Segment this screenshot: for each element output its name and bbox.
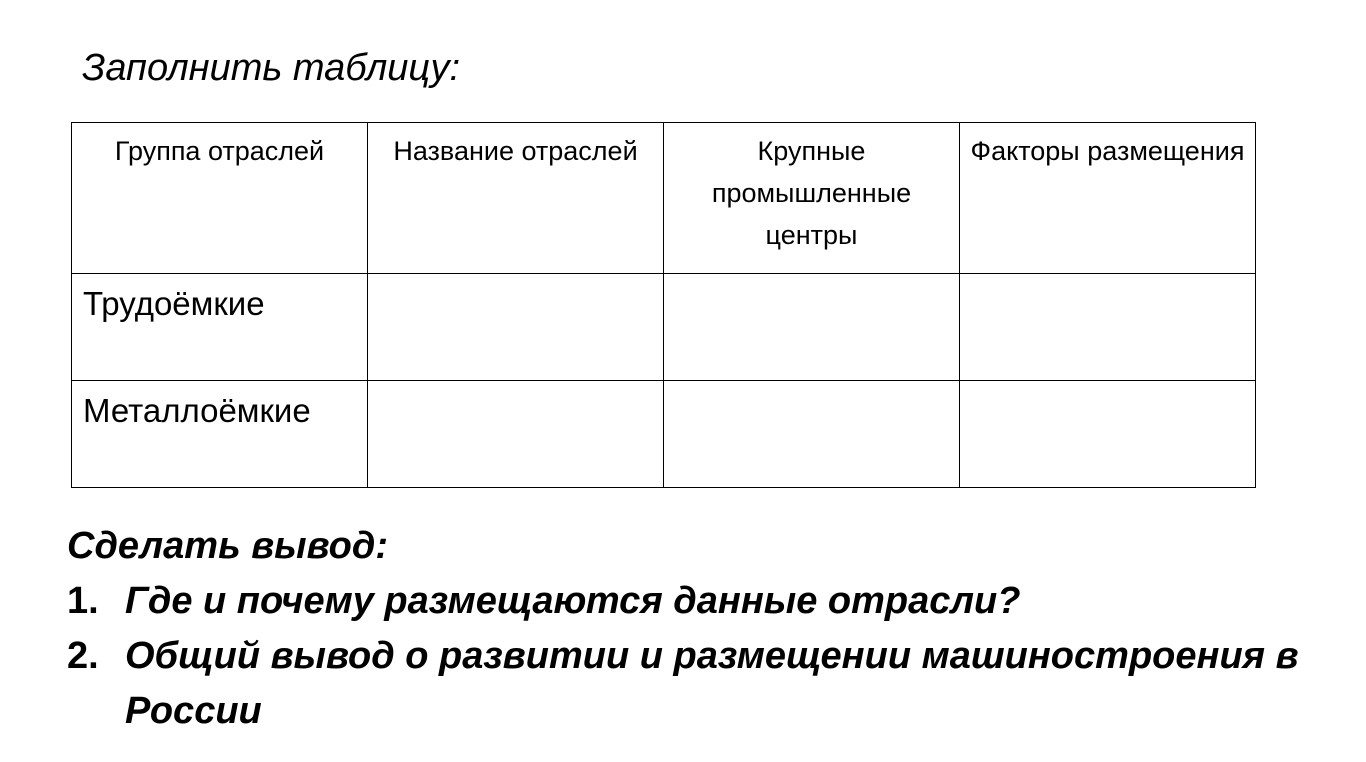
header-cell-industry-name: Название отраслей	[368, 123, 664, 274]
table-header-row	[72, 123, 1256, 274]
conclusion-heading: Сделать вывод:	[67, 525, 388, 567]
list-item-number: 1.	[67, 580, 99, 622]
empty-cell[interactable]	[960, 381, 1256, 488]
list-item-text: Где и почему размещаются данные отрасли?	[125, 580, 1021, 622]
conclusion-list	[67, 574, 1365, 739]
list-item	[67, 629, 1365, 739]
empty-cell[interactable]	[368, 274, 664, 381]
row-label-cell: Трудоёмкие	[72, 274, 368, 381]
table-row	[72, 381, 1256, 488]
fill-in-table	[71, 122, 1256, 488]
list-item	[67, 574, 1365, 629]
page-title: Заполнить таблицу:	[82, 47, 461, 89]
header-cell-location-factors: Факторы размещения	[960, 123, 1256, 274]
list-item-text: Общий вывод о развитии и размещении машиностроения в России	[125, 635, 1299, 732]
empty-cell[interactable]	[664, 381, 960, 488]
table-row	[72, 274, 1256, 381]
row-label-cell: Металлоёмкие	[72, 381, 368, 488]
empty-cell[interactable]	[664, 274, 960, 381]
empty-cell[interactable]	[368, 381, 664, 488]
header-cell-industrial-centers: Крупные промышленные центры	[664, 123, 960, 274]
empty-cell[interactable]	[960, 274, 1256, 381]
header-cell-industry-group: Группа отраслей	[72, 123, 368, 274]
list-item-number: 2.	[67, 635, 99, 677]
